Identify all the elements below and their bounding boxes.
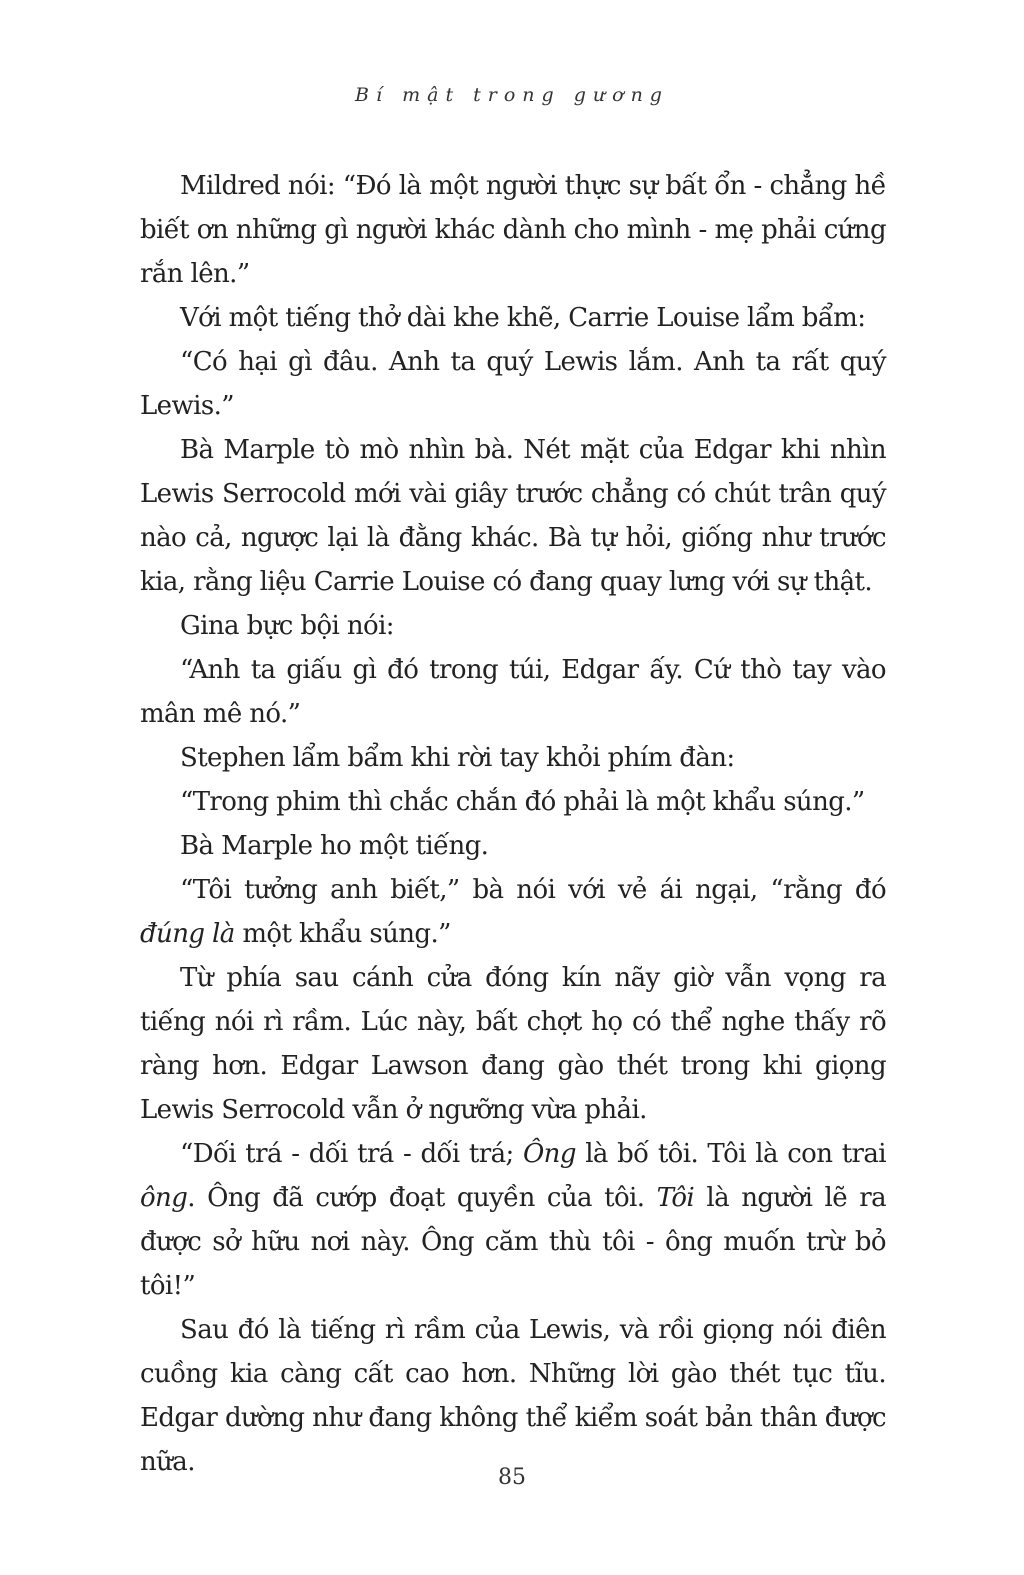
paragraph [140,780,886,824]
text-run: Stephen lẩm bẩm khi rời tay khỏi phím đàn: [180,743,735,773]
paragraph [140,1132,886,1308]
text-run: Bà Marple tò mò nhìn bà. Nét mặt của Edgar khi nhìn Lewis Serrocold mới vài giây trước chẳng có chút trân quý nào cả, ngược lại là đằng khác. Bà tự hỏi, giống như trước kia, rằng liệu Carrie Louise có đang quay lưng với sự thật. [140,435,886,597]
running-header: Bí mật trong gương [355,84,669,106]
text-run: là người lẽ ra được sở hữu nơi này. Ông căm thù tôi - ông muốn trừ bỏ tôi!” [140,1183,886,1301]
text-run: Từ phía sau cánh cửa đóng kín nãy giờ vẫn vọng ra tiếng nói rì rầm. Lúc này, bất chợt họ có thể nghe thấy rõ ràng hơn. Edgar Lawson đang gào thét trong khi giọng Lewis Serrocold vẫn ở ngưỡng vừa phải. [140,963,886,1125]
page-number: 85 [498,1465,526,1490]
paragraph [140,736,886,780]
text-run: “Trong phim thì chắc chắn đó phải là một khẩu súng.” [180,787,865,817]
emphasis-text: Ông [522,1139,576,1169]
text-run: “Dối trá - dối trá - dối trá; [180,1139,523,1169]
emphasis-text: đúng là [140,919,235,949]
text-run: Gina bực bội nói: [180,611,394,641]
paragraph [140,296,886,340]
paragraph [140,428,886,604]
paragraph [140,824,886,868]
text-run: Sau đó là tiếng rì rầm của Lewis, và rồi giọng nói điên cuồng kia càng cất cao hơn. Những lời gào thét tục tĩu. Edgar dường như đang không thể kiểm soát bản thân được nữa. [140,1315,886,1477]
emphasis-text: Tôi [656,1183,695,1213]
paragraph [140,648,886,736]
text-run: một khẩu súng.” [234,919,451,949]
paragraph [140,164,886,296]
paragraph [140,1308,886,1484]
paragraph [140,956,886,1132]
text-run: . Ông đã cướp đoạt quyền của tôi. [187,1183,657,1213]
paragraph [140,604,886,648]
paragraph [140,340,886,428]
text-run: “Tôi tưởng anh biết,” bà nói với vẻ ái ngại, “rằng đó [180,875,886,905]
text-run: “Anh ta giấu gì đó trong túi, Edgar ấy. Cứ thò tay vào mân mê nó.” [140,655,886,729]
emphasis-text: ông [140,1183,188,1213]
text-run: Bà Marple ho một tiếng. [180,831,489,861]
paragraph [140,868,886,956]
text-run: Với một tiếng thở dài khe khẽ, Carrie Louise lẩm bẩm: [180,303,866,333]
text-run: Mildred nói: “Đó là một người thực sự bất ổn - chẳng hề biết ơn những gì người khác dành cho mình - mẹ phải cứng rắn lên.” [140,171,886,289]
text-run: là bố tôi. Tôi là con trai [575,1139,886,1169]
body-text [140,164,886,1484]
text-run: “Có hại gì đâu. Anh ta quý Lewis lắm. Anh ta rất quý Lewis.” [140,347,886,421]
